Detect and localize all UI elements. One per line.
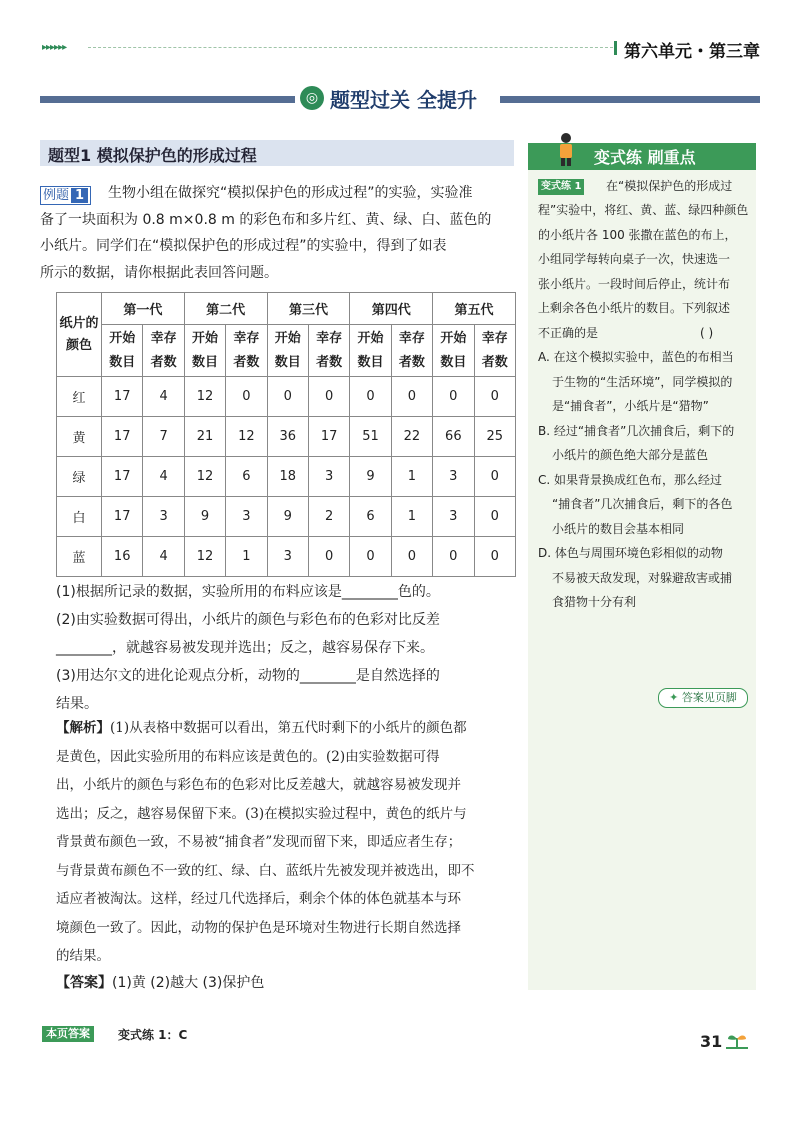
- value-cell: 12: [184, 457, 225, 497]
- value-cell: 0: [267, 377, 308, 417]
- value-cell: 0: [433, 537, 474, 577]
- start-count-header: 开始 数目: [184, 325, 225, 377]
- example-tag: [40, 186, 91, 205]
- target-icon: ◎: [300, 86, 324, 110]
- answer-text: (1)黄 (2)越大 (3)保护色: [112, 975, 265, 991]
- question-1: (1)根据所记录的数据，实验所用的布料应该是________色的。: [56, 584, 440, 600]
- practice-line: 小组同学每转向桌子一次，快速选一: [538, 252, 731, 266]
- practice-tag: 变式练 1: [538, 179, 584, 195]
- value-cell: 17: [102, 417, 143, 457]
- value-cell: 0: [474, 497, 515, 537]
- color-cell: 蓝: [57, 537, 102, 577]
- color-cell: 绿: [57, 457, 102, 497]
- lightbulb-icon: ✦: [669, 691, 679, 704]
- value-cell: 0: [474, 377, 515, 417]
- value-cell: 3: [308, 457, 349, 497]
- option-d: D. 体色与周围环境色彩相似的动物: [538, 546, 723, 560]
- gen-header: 第二代: [184, 293, 267, 325]
- value-cell: 0: [350, 537, 391, 577]
- value-cell: 21: [184, 417, 225, 457]
- value-cell: 9: [267, 497, 308, 537]
- value-cell: 12: [226, 417, 267, 457]
- intro-line: 小纸片。同学们在“模拟保护色的形成过程”的实验中，得到了如表: [40, 238, 447, 254]
- sprout-icon: [724, 1030, 750, 1050]
- value-cell: 0: [391, 377, 432, 417]
- option-b: B. 经过“捕食者”几次捕食后，剩下的: [538, 424, 735, 438]
- footer-answer: 变式练 1：C: [118, 1028, 188, 1042]
- survivor-count-header: 幸存 者数: [391, 325, 432, 377]
- option-c-cont: 小纸片的数目会基本相同: [552, 522, 685, 536]
- survivor-count-header: 幸存 者数: [143, 325, 184, 377]
- intro-line: 备了一块面积为 0.8 m×0.8 m 的彩色布和多片红、黄、绿、白、蓝色的: [40, 212, 492, 228]
- value-cell: 0: [226, 377, 267, 417]
- start-count-header: 开始 数目: [267, 325, 308, 377]
- gen-header: 第一代: [102, 293, 185, 325]
- practice-heading: 变式练 刷重点: [594, 148, 696, 167]
- value-cell: 22: [391, 417, 432, 457]
- gen-header: 第三代: [267, 293, 350, 325]
- value-cell: 1: [391, 497, 432, 537]
- answer-bracket: ( ): [700, 326, 714, 340]
- value-cell: 17: [102, 497, 143, 537]
- page-number: 31: [700, 1032, 723, 1051]
- analysis: 【解析】(1)从表格中数据可以看出，第五代时剩下的小纸片的颜色都 是黄色，因此实验所用的布料应该是黄色的。(2)由实验数据可得 出，小纸片的颜色与彩色布的色彩对比反差越大，就越容易被发现并 选出；反之，越容易保留下来。(3)在模拟实验过程中，黄色的纸片与 背景黄布颜色一致，不易被“捕食者”发现而留下来，即适应者生存； 与背景黄布颜色不一致的红、绿、白、蓝纸片先被发现并被选出，即不 适应者被淘汰。这样，经过几代选择后，剩余个体的体色就基本与环 境颜色一致了。因此，动物的保护色是环境对生物进行长期自然选择 的结果。: [56, 720, 475, 964]
- gen-header: 第四代: [350, 293, 433, 325]
- practice-line: 的小纸片各 100 张撒在蓝色的布上，: [538, 228, 737, 242]
- value-cell: 9: [184, 497, 225, 537]
- value-cell: 3: [226, 497, 267, 537]
- answer-in-footer-button[interactable]: [658, 688, 748, 708]
- value-cell: 18: [267, 457, 308, 497]
- data-table: [56, 292, 516, 577]
- value-cell: 16: [102, 537, 143, 577]
- value-cell: 17: [308, 417, 349, 457]
- student-icon: [556, 132, 576, 166]
- start-count-header: 开始 数目: [102, 325, 143, 377]
- practice-line: 程”实验中，将红、黄、蓝、绿四种颜色: [538, 203, 749, 217]
- table-row: [57, 497, 516, 537]
- value-cell: 4: [143, 457, 184, 497]
- value-cell: 3: [433, 497, 474, 537]
- survivor-count-header: 幸存 者数: [474, 325, 515, 377]
- value-cell: 2: [308, 497, 349, 537]
- survivor-count-header: 幸存 者数: [226, 325, 267, 377]
- answer: [56, 972, 264, 992]
- value-cell: 1: [226, 537, 267, 577]
- value-cell: 25: [474, 417, 515, 457]
- question-2-cont: ________，就越容易被发现并选出；反之，越容易保存下来。: [56, 640, 434, 656]
- footer-answer-tag: 本页答案: [42, 1026, 94, 1042]
- value-cell: 4: [143, 537, 184, 577]
- value-cell: 1: [391, 457, 432, 497]
- option-a: A. 在这个模拟实验中，蓝色的布相当: [538, 350, 734, 364]
- value-cell: 0: [350, 377, 391, 417]
- color-cell: 黄: [57, 417, 102, 457]
- value-cell: 6: [350, 497, 391, 537]
- value-cell: 0: [391, 537, 432, 577]
- option-b-cont: 小纸片的颜色绝大部分是蓝色: [552, 448, 709, 462]
- question-3: (3)用达尔文的进化论观点分析，动物的________是自然选择的: [56, 668, 440, 684]
- answer-button-label: 答案见页脚: [681, 691, 737, 704]
- header-bar: [614, 41, 617, 55]
- practice-line: 不正确的是: [538, 326, 599, 340]
- header-arrows: ▸▸▸▸▸▸: [42, 42, 67, 53]
- table-row: [57, 417, 516, 457]
- value-cell: 0: [433, 377, 474, 417]
- intro-line: 所示的数据，请你根据此表回答问题。: [40, 265, 278, 281]
- value-cell: 9: [350, 457, 391, 497]
- color-cell: 白: [57, 497, 102, 537]
- practice-line: 上剩余各色小纸片的数目。下列叙述: [538, 301, 731, 315]
- option-d-cont: 不易被天敌发现，对躲避敌害或捕: [552, 571, 733, 585]
- table-row: [57, 457, 516, 497]
- row-header: 纸片的 颜色: [57, 293, 102, 377]
- value-cell: 17: [102, 377, 143, 417]
- gen-header: 第五代: [433, 293, 516, 325]
- color-cell: 红: [57, 377, 102, 417]
- value-cell: 0: [308, 377, 349, 417]
- table-row: [57, 537, 516, 577]
- value-cell: 3: [267, 537, 308, 577]
- value-cell: 4: [143, 377, 184, 417]
- question-3-cont: 结果。: [56, 696, 98, 712]
- section-title: 题型过关 全提升: [330, 88, 477, 112]
- answer-label: 【答案】: [56, 975, 112, 991]
- value-cell: 36: [267, 417, 308, 457]
- value-cell: 7: [143, 417, 184, 457]
- survivor-count-header: 幸存 者数: [308, 325, 349, 377]
- practice-line: 张小纸片。一段时间后停止，统计布: [538, 277, 731, 291]
- value-cell: 0: [474, 457, 515, 497]
- start-count-header: 开始 数目: [350, 325, 391, 377]
- option-a-cont: 是“捕食者”，小纸片是“猎物”: [552, 399, 709, 413]
- topic-heading: 题型1 模拟保护色的形成过程: [48, 146, 257, 165]
- value-cell: 0: [474, 537, 515, 577]
- practice-line: 在“模拟保护色的形成过: [606, 179, 733, 193]
- value-cell: 66: [433, 417, 474, 457]
- value-cell: 51: [350, 417, 391, 457]
- table-row: [57, 377, 516, 417]
- value-cell: 3: [433, 457, 474, 497]
- header-dashed-line: [88, 47, 613, 48]
- option-c: C. 如果背景换成红色布，那么经过: [538, 473, 723, 487]
- example-tag-label: 例题: [43, 188, 70, 203]
- value-cell: 17: [102, 457, 143, 497]
- start-count-header: 开始 数目: [433, 325, 474, 377]
- option-a-cont: 于生物的“生活环境”，同学模拟的: [552, 375, 733, 389]
- option-c-cont: “捕食者”几次捕食后，剩下的各色: [552, 497, 733, 511]
- analysis-label: 【解析】: [56, 720, 110, 736]
- value-cell: 6: [226, 457, 267, 497]
- example-tag-number: 1: [71, 188, 88, 203]
- value-cell: 12: [184, 377, 225, 417]
- value-cell: 3: [143, 497, 184, 537]
- chapter-label: 第六单元・第三章: [624, 42, 760, 62]
- option-d-cont: 食猎物十分有利: [552, 595, 637, 609]
- value-cell: 12: [184, 537, 225, 577]
- question-2: (2)由实验数据可得出，小纸片的颜色与彩色布的色彩对比反差: [56, 612, 440, 628]
- intro-line: 生物小组在做探究“模拟保护色的形成过程”的实验，实验准: [108, 185, 473, 201]
- value-cell: 0: [308, 537, 349, 577]
